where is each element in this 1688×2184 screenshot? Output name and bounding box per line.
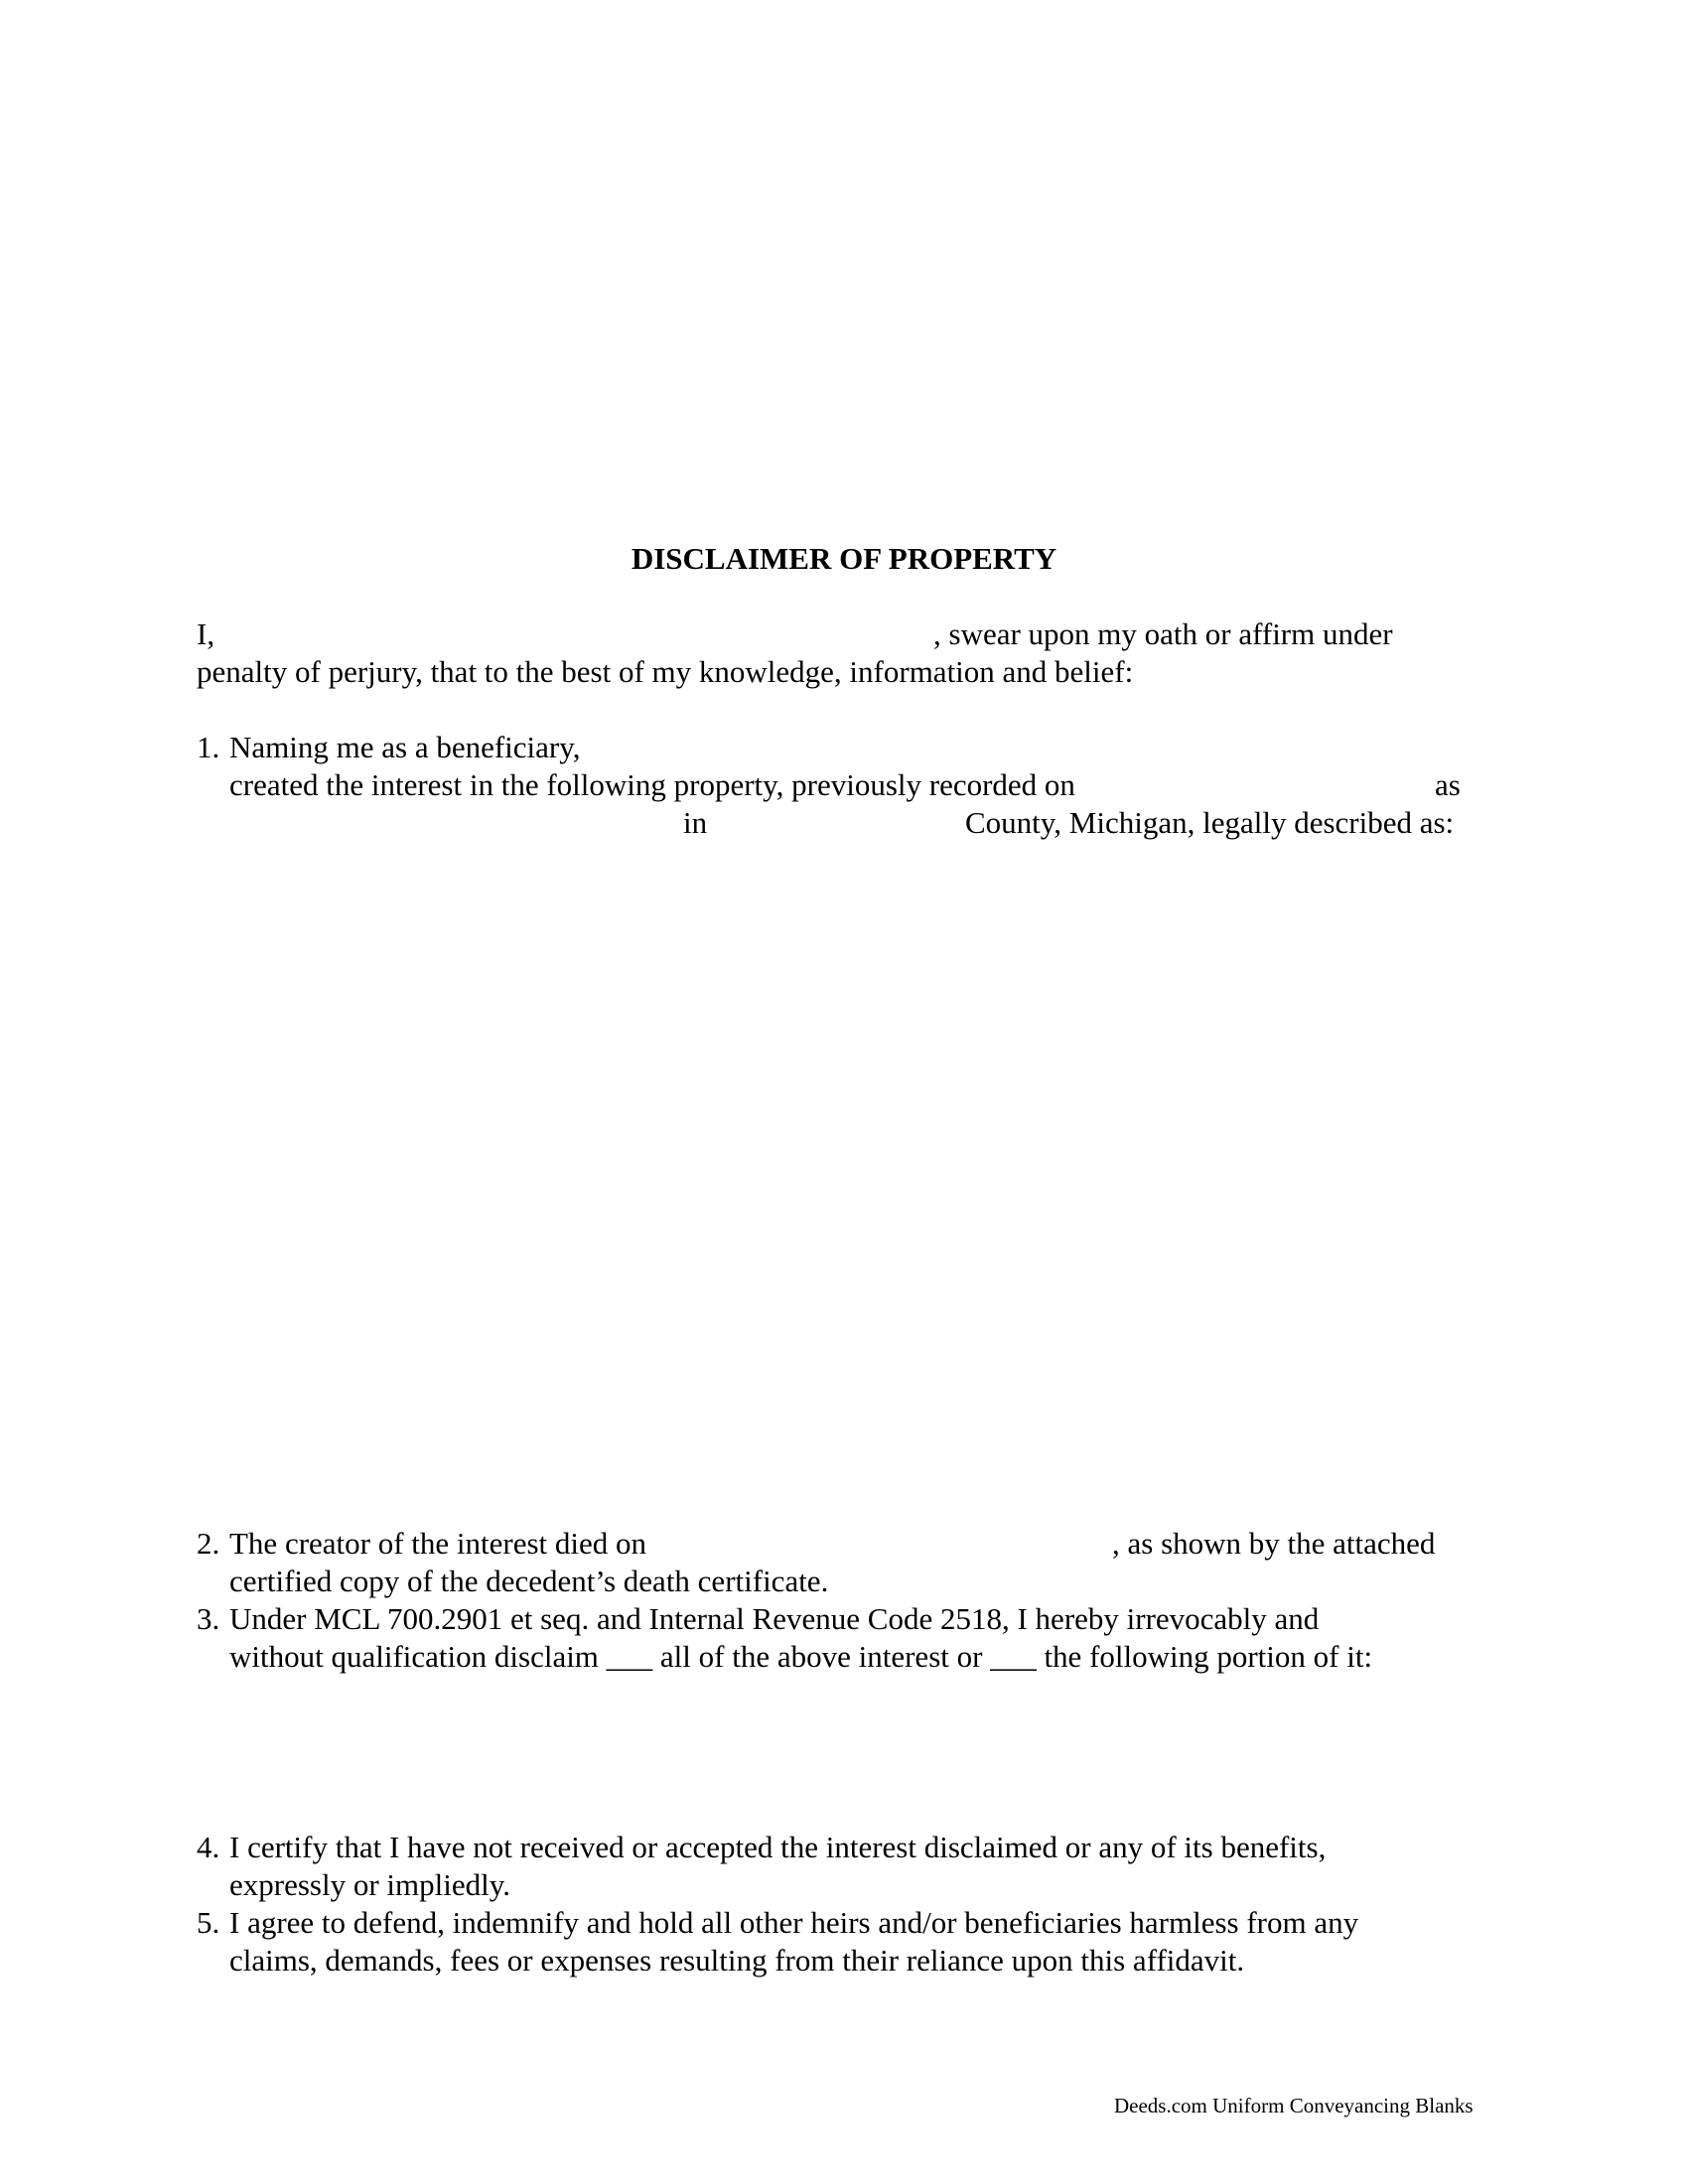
item-1-number: 1. — [197, 730, 220, 764]
intro-line1-end: , swear upon my oath or affirm under — [933, 616, 1393, 651]
item-5-number: 5. — [197, 1905, 220, 1940]
item-1-county: County, Michigan, legally described as: — [965, 805, 1455, 840]
intro-line1-start: I, — [197, 616, 215, 651]
footer-note: Deeds.com Uniform Conveyancing Blanks — [1114, 2094, 1474, 2117]
item-1-line2: created the interest in the following property, previously recorded on — [229, 767, 1075, 802]
item-2-line1-end: , as shown by the attached — [1112, 1526, 1436, 1561]
item-3-number: 3. — [197, 1601, 220, 1636]
item-5-line1: I agree to defend, indemnify and hold all other heirs and/or beneficiaries harmless from any — [229, 1905, 1359, 1940]
item-3-line1: Under MCL 700.2901 et seq. and Internal Revenue Code 2518, I hereby irrevocably and — [229, 1601, 1320, 1636]
item-4-line2: expressly or impliedly. — [229, 1867, 510, 1902]
document-title: DISCLAIMER OF PROPERTY — [631, 541, 1057, 576]
item-5-line2: claims, demands, fees or expenses resulting from their reliance upon this affidavit. — [229, 1943, 1245, 1978]
item-4-line1: I certify that I have not received or accepted the interest disclaimed or any of its benefits, — [229, 1830, 1327, 1864]
item-2-line1: The creator of the interest died on — [229, 1526, 647, 1561]
item-4-number: 4. — [197, 1830, 220, 1864]
item-2-line2: certified copy of the decedent’s death certificate. — [229, 1564, 829, 1598]
item-1-line1: Naming me as a beneficiary, — [229, 730, 581, 764]
intro-line2: penalty of perjury, that to the best of my knowledge, information and belief: — [197, 654, 1134, 689]
item-1-as: as — [1435, 767, 1461, 802]
item-1-in: in — [683, 805, 708, 840]
item-2-number: 2. — [197, 1526, 220, 1561]
item-3-line2: without qualification disclaim ___ all of the above interest or ___ the following portion of it: — [229, 1639, 1373, 1674]
